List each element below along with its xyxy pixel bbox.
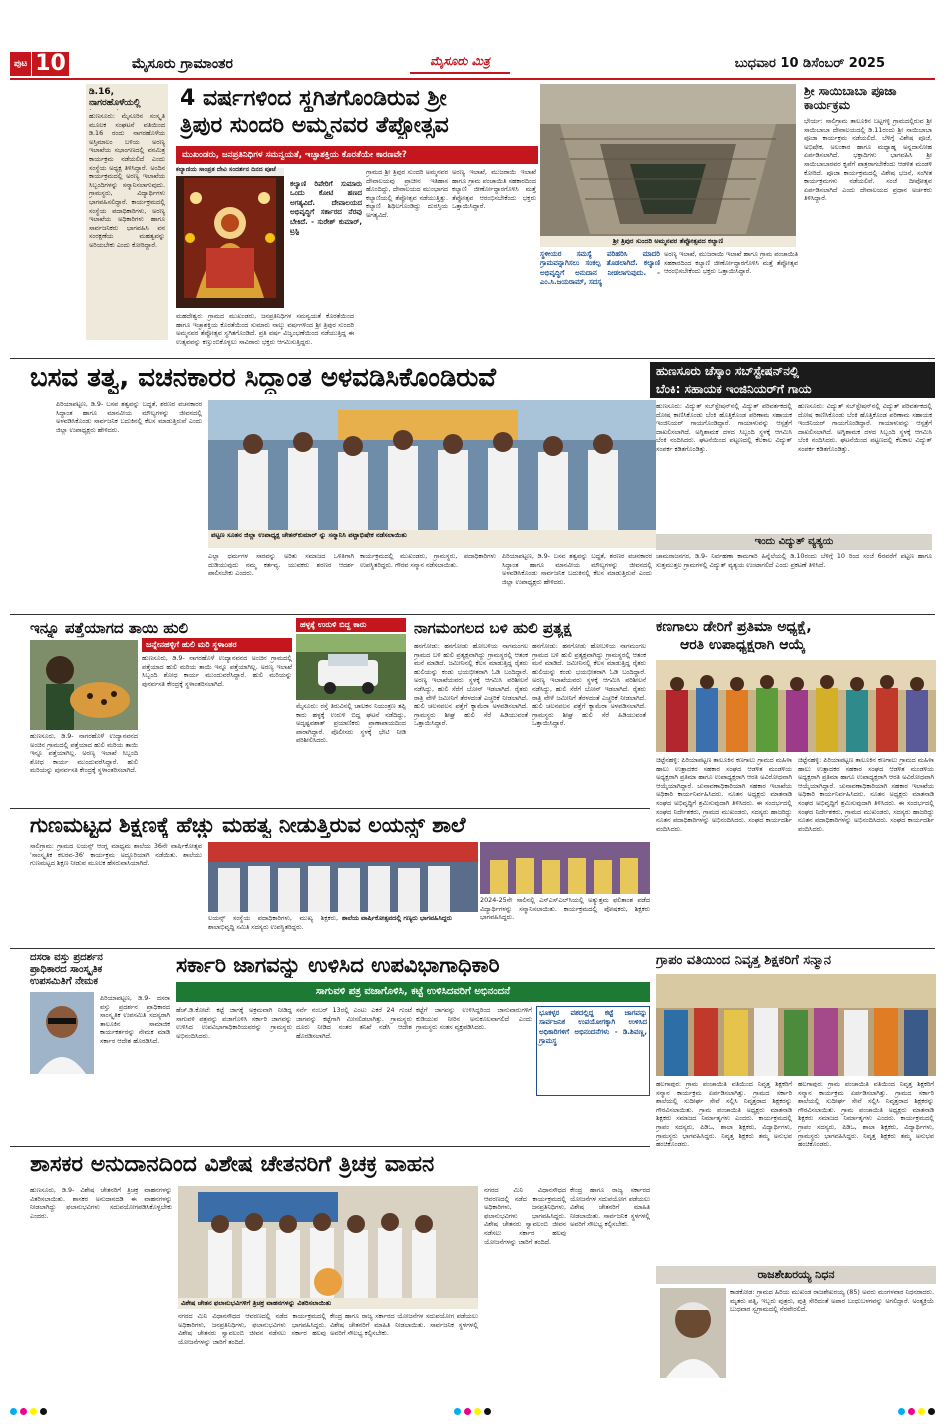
lions-caption: ಶಾಲೆಯ ವಾರ್ಷಿಕೋತ್ಸವದಲ್ಲಿ ಗಣ್ಯರು ಭಾಗವಹಿಸಿದ್ದರು bbox=[342, 914, 452, 922]
headline-tricycle: ಶಾಸಕರ ಅನುದಾನದಿಂದ ವಿಶೇಷ ಚೇತನರಿಗೆ ತ್ರಿಚಕ್ರ ವಾಹನ bbox=[30, 1152, 435, 1177]
deity-photo bbox=[176, 168, 284, 308]
headline-grampanchayat: ಗ್ರಾಪಂ ವತಿಯಿಂದ ನಿವೃತ್ತ ಶಿಕ್ಷಕರಿಗೆ ಸನ್ಮಾನ bbox=[656, 953, 831, 968]
headline-teppotsava-1: 4 ವರ್ಷಗಳಿಂದ ಸ್ಥಗಿತಗೊಂಡಿರುವ ಶ್ರೀ bbox=[180, 86, 447, 111]
headline-nagamangala: ನಾಗಮಂಗಲದ ಬಳಿ ಹುಲಿ ಪ್ರತ್ಯಕ್ಷ bbox=[414, 619, 572, 637]
body-basava-2: ಎಲ್ಲಾ ಧರ್ಮಗಳ ಸಾರವನ್ನು ಅರಿತು ಸಮಾಜದ ಒಳಿತಿಗಾಗಿ ದುಡಿಯುವುದು ನಮ್ಮ ಕರ್ತವ್ಯ. ಯುವಕರು ಶರಣರ ಆದರ್ಶ ಪಾಲಿಸಬೇಕು ಎಂದರು. bbox=[208, 552, 354, 578]
body-subdivision-3: ಕಟ್ಟೆಗೆ ಜಾಗವನ್ನು ಉಳಿಸಿದ್ದರಿಂದ ಜಾನುವಾರುಗಳಿಗೆ ಕುಡಿಯುವ ನೀರಿನ ಅನುಕೂಲವಾಗಲಿದೆ ಎಂದು ಗ್ರಾಮಸ್ಥರು ಸಂತಸ ವ್ಯಕ್ತಪಡಿಸಿದರು. bbox=[416, 1006, 532, 1032]
article-dasara bbox=[30, 952, 170, 1142]
reg-dots-right bbox=[898, 1408, 935, 1416]
grampanchayat-photo bbox=[656, 974, 936, 1076]
divider-row4 bbox=[10, 948, 935, 949]
leopard-photo bbox=[30, 640, 138, 730]
divider-row2 bbox=[10, 614, 935, 615]
basava-photo bbox=[208, 400, 656, 530]
tricycle-caption: ವಿಶೇಷ ಚೇತನ ಫಲಾನುಭವಿಗಳಿಗೆ ತ್ರಿಚಕ್ರ ವಾಹನಗಳನ್ನು ವಿತರಿಸಲಾಯಿತು bbox=[178, 1298, 478, 1309]
body-tricycle-1: ಹುಣಸೂರು, ಡಿ.9- ವಿಶೇಷ ಚೇತನರಿಗೆ ತ್ರಿಚಕ್ರ ವಾಹನಗಳನ್ನು ವಿತರಿಸಲಾಯಿತು. ಶಾಸಕರ ಅನುದಾನದಡಿ ಈ ವಾಹನಗಳನ್ನು ನೀಡಲಾಗಿದ್ದು ಫಲಾನುಭವಿಗಳು ಸದುಪಯೋಗಪಡಿಸಿಕೊಳ್ಳಬೇಕು ಎಂದರು. bbox=[30, 1186, 172, 1220]
kicker-leopard: ಜನ್ನೇನಹಳ್ಳಿಗೆ ಹುಲಿ ಮರಿ ಸ್ಥಳಾಂತರ bbox=[142, 638, 292, 652]
pull-quote-subdivision: ಭೂಕಳ್ಳರ ವಶದಲ್ಲಿದ್ದ ಕಟ್ಟೆ ಜಾಗವನ್ನು ಸಾರ್ವಜನಿಕ ಉಪಯೋಗಕ್ಕಾಗಿ ಉಳಿಸಿದ ಅಧಿಕಾರಿಗಳಿಗೆ ಅಭಿನಂದನೆಗಳು - ಡಿ.ಶಿವಣ್ಣ, ಗ್ರಾಮಸ್ಥ bbox=[536, 1006, 650, 1096]
obituary-title: ರಾಜಶೇಖರಯ್ಯ ನಿಧನ bbox=[656, 1266, 936, 1284]
issue-date: ಬುಧವಾರ 10 ಡಿಸೆಂಬರ್ 2025 bbox=[734, 56, 885, 71]
body-tricycle-4: ನಗರದ ಮಿನಿ ವಿಧಾನಸೌಧದ ಆವರಣದಲ್ಲಿ ನಡೆದ ಕಾರ್ಯಕ್ರಮದಲ್ಲಿ ಅಧಿಕಾರಿಗಳು, ಜನಪ್ರತಿನಿಧಿಗಳು, ಫಲಾನುಭವಿಗಳು ಭಾಗವಹಿಸಿದ್ದರು. ವಿಶೇಷ ಚೇತನರು ಸ್ವಾವಲಂಬಿ ಜೀವನ ನಡೆಸಲು ಸರ್ಕಾರ ಹಲವು ಯೋಜನೆಗಳನ್ನು ಜಾರಿಗೆ ತಂದಿದೆ. bbox=[484, 1186, 566, 1246]
headline-dasara-3: ಉಪಸಮಿತಿಗೆ ನೇಮಕ bbox=[30, 976, 98, 987]
headline-dasara-2: ಪ್ರಾಧಿಕಾರದ ಸಾಂಸ್ಕೃತಿಕ bbox=[30, 964, 103, 975]
pull-quote-teppotsava: ಸ್ಥಳೀಯರ ಸಮಸ್ಯೆ ಪರಿಹರಿಸಿ ಮಾದರಿ ಗ್ರಾಮವನ್ನಾಗಿಸಲು ಸಂಕಲ್ಪ ತೊಡಲಾಗಿದೆ. ಕಲ್ಯಾಣಿ ಅಭಿವೃದ್ಧಿಗೆ ಅನುದಾನ ನೀಡಲಾಗುವುದು. - ಎಂ.ಸಿ.ಜಯರಾಮ್, ಸದಸ್ಯ bbox=[540, 250, 660, 287]
page-number: 10 bbox=[31, 52, 69, 76]
body-chescom-2: ಹುಣಸೂರು: ವಿದ್ಯುತ್ ಸಬ್‌ಸ್ಟೇಷನ್‌ನಲ್ಲಿ ವಿದ್ಯುತ್ ಪರಿವರ್ತಕದಲ್ಲಿ ದೋಷ ಕಾಣಿಸಿಕೊಂಡು ಬೆಂಕಿ ಹೊತ್ತಿಕೊಂಡ ಪರಿಣಾಮ ಸಹಾಯಕ ಇಂಜಿನಿಯರ್ ಗಾಯಗೊಂಡಿದ್ದಾರೆ. ಗಾಯಾಳುವನ್ನು ಆಸ್ಪತ್ರೆಗೆ ದಾಖಲಿಸಲಾಗಿದೆ. ಅಗ್ನಿಶಾಮಕ ದಳದ ಸಿಬ್ಬಂದಿ ಸ್ಥಳಕ್ಕೆ ಆಗಮಿಸಿ ಬೆಂಕಿ ನಂದಿಸಿದರು. ಘಟನೆಯಿಂದ ಪಟ್ಟಣದಲ್ಲಿ ಕೆಲಕಾಲ ವಿದ್ಯುತ್ ಸಂಪರ್ಕ ಕಡಿತಗೊಂಡಿತ್ತು. bbox=[798, 402, 932, 453]
tricycle-photo bbox=[178, 1186, 478, 1298]
headline-chescom-1: ಹುಣಸೂರು ಚೆಸ್ಕಾಂ ಸಬ್‌ಸ್ಟೇಷನ್‌ನಲ್ಲಿ bbox=[650, 362, 935, 380]
power-cut-title: ಇಂದು ವಿದ್ಯುತ್ ವ್ಯತ್ಯಯ bbox=[656, 534, 932, 550]
page-badge bbox=[10, 52, 128, 76]
body-tricycle-5: ಕೇಂದ್ರ ಹಾಗೂ ರಾಜ್ಯ ಸರ್ಕಾರದ ಯೋಜನೆಗಳ ಸದುಪಯೋಗ ಪಡೆಯಲು ವಿಶೇಷ ಚೇತನರಿಗೆ ಮಾಹಿತಿ ನೀಡಲಾಯಿತು. ಸಾರ್ವಜನಿಕ ಸ್ಥಳಗಳಲ್ಲಿ ಅವರಿಗೆ ಸೌಲಭ್ಯ ಕಲ್ಪಿಸಬೇಕು. bbox=[570, 1186, 650, 1229]
body-grampanchayat-2: ಹಲಗಾಪುರ: ಗ್ರಾಮ ಪಂಚಾಯಿತಿ ವತಿಯಿಂದ ನಿವೃತ್ತ ಶಿಕ್ಷಕರಿಗೆ ಸನ್ಮಾನ ಕಾರ್ಯಕ್ರಮ ಏರ್ಪಡಿಸಲಾಗಿತ್ತು. ಗ್ರಾಮದ ಸರ್ಕಾರಿ ಶಾಲೆಯಲ್ಲಿ ಸುದೀರ್ಘ ಸೇವೆ ಸಲ್ಲಿಸಿ ನಿವೃತ್ತರಾದ ಶಿಕ್ಷಕರನ್ನು ಗೌರವಿಸಲಾಯಿತು. ಗ್ರಾಮ ಪಂಚಾಯಿತಿ ಅಧ್ಯಕ್ಷರು ಮಾತನಾಡಿ ಶಿಕ್ಷಕರು ಸಮಾಜದ ನಿರ್ಮಾತೃಗಳು ಎಂದರು. ಕಾರ್ಯಕ್ರಮದಲ್ಲಿ ಗ್ರಾಪಂ ಸದಸ್ಯರು, ಪಿಡಿಒ, ಶಾಲಾ ಶಿಕ್ಷಕರು, ವಿದ್ಯಾರ್ಥಿಗಳು, ಗ್ರಾಮಸ್ಥರು ಭಾಗವಹಿಸಿದ್ದರು. ನಿವೃತ್ತ ಶಿಕ್ಷಕರು ತಮ್ಮ ಅನುಭವ ಹಂಚಿಕೊಂಡರು. bbox=[798, 1080, 934, 1149]
body-dasara: ಪಿರಿಯಾಪಟ್ಟಣ, ಡಿ.9- ದಸರಾ ವಸ್ತು ಪ್ರದರ್ಶನ ಪ್ರಾಧಿಕಾರದ ಸಾಂಸ್ಕೃತಿಕ ಉಪಸಮಿತಿ ಸದಸ್ಯರಾಗಿ ತಾಲೂಕಿನ ಸಾಮಾಜಿಕ ಕಾರ್ಯಕರ್ತರನ್ನು ನೇಮಕ ಮಾಡಿ ಸರ್ಕಾರ ಆದೇಶ ಹೊರಡಿಸಿದೆ. bbox=[100, 994, 170, 1045]
kicker-car: ಹಳ್ಳಕ್ಕೆ ಉರುಳಿ ಬಿದ್ದ ಕಾರು bbox=[296, 618, 406, 632]
body-tricycle-3: ಕೇಂದ್ರ ಹಾಗೂ ರಾಜ್ಯ ಸರ್ಕಾರದ ಯೋಜನೆಗಳ ಸದುಪಯೋಗ ಪಡೆಯಲು ವಿಶೇಷ ಚೇತನರಿಗೆ ಮಾಹಿತಿ ನೀಡಲಾಯಿತು. ಸಾರ್ವಜನಿಕ ಸ್ಥಳಗಳಲ್ಲಿ ಅವರಿಗೆ ಸೌಲಭ್ಯ ಕಲ್ಪಿಸಬೇಕು. bbox=[330, 1312, 478, 1338]
basava-caption: ಪಟ್ಟಣ ಸೂತನ ಜಿಲ್ಲಾ ಉಪಾಧ್ಯಕ್ಷ ಚೇತನ್‌ಕುಮಾರ್ ನ್ನು ಸನ್ಮಾನಿಸಿ ಪಟ್ಟಾಭಿಷೇಕ ನಡೆಸಲಾಯಿತು bbox=[208, 530, 656, 548]
body-lions-2: 2024-25ನೇ ಸಾಲಿನಲ್ಲಿ ಎಸ್‌ಎಸ್‌ಎಲ್‌ಸಿಯಲ್ಲಿ ಅತ್ಯುತ್ತಮ ಫಲಿತಾಂಶ ಪಡೆದ ವಿದ್ಯಾರ್ಥಿಗಳನ್ನು ಸನ್ಮಾನಿಸಲಾಯಿತು. ಕಾರ್ಯಕ್ರಮದಲ್ಲಿ ಪೋಷಕರು, ಶಿಕ್ಷಕರು ಭಾಗವಹಿಸಿದ್ದರು. bbox=[480, 896, 650, 922]
car-photo bbox=[296, 634, 406, 700]
kalyani-caption: ಶ್ರೀ ತ್ರಿಪುರ ಸುಂದರಿ ಅಮ್ಮನವರ ತೆಪ್ಪೋತ್ಸವದ ಕಲ್ಯಾಣಿ bbox=[540, 236, 796, 247]
body-lions-1: ಸಾಲಿಗ್ರಾಮ: ಗ್ರಾಮದ ಲಯನ್ಸ್ ಆಂಗ್ಲ ಮಾಧ್ಯಮ ಶಾಲೆಯ 36ನೇ ವಾರ್ಷಿಕೋತ್ಸವ 'ಸಾಂಸ್ಕೃತಿಕ ಕಲರವ-36' ಕಾರ್ಯಕ್ರಮ ಅದ್ದೂರಿಯಾಗಿ ನಡೆಯಿತು. ಶಾಲೆಯು ಗುಣಮಟ್ಟದ ಶಿಕ್ಷಣ ನೀಡುವ ಮೂಲಕ ಹೆಸರುವಾಸಿಯಾಗಿದೆ. bbox=[30, 842, 202, 868]
reg-dots-center bbox=[454, 1408, 491, 1416]
body-teppotsava-1: ಮಹದೇಶ್ವರ: ಗ್ರಾಮದ ಮುಖಂಡರು, ಜನಪ್ರತಿನಿಧಿಗಳ ಸಮನ್ವಯತೆ ಕೊರತೆಯಿಂದ ಹಾಗೂ ಇಚ್ಛಾಶಕ್ತಿಯ ಕೊರತೆಯಿಂದ ಸುಮಾರು ನಾಲ್ಕು ವರ್ಷಗಳಿಂದ ಶ್ರೀ ತ್ರಿಪುರ ಸುಂದರಿ ಅಮ್ಮನವರ ತೆಪ್ಪೋತ್ಸವ ಸ್ಥಗಿತಗೊಂಡಿದೆ. ಪ್ರತಿ ವರ್ಷ ವಿಜೃಂಭಣೆಯಿಂದ ನಡೆಯುತ್ತಿದ್ದ ಈ ಉತ್ಸವವನ್ನು ಕಣ್ತುಂಬಿಕೊಳ್ಳಲು ಸಾವಿರಾರು ಭಕ್ತರು ಆಗಮಿಸುತ್ತಿದ್ದರು. bbox=[176, 312, 354, 346]
quote-teppotsava: ಕಲ್ಯಾಣಿ ರಿಪೇರಿಗೆ ಸುಮಾರು ಒಂದು ಕೋಟಿ ಹಣದ ಅಗತ್ಯವಿದೆ. ದೇವಾಲಯದ ಅಭಿವೃದ್ಧಿಗೆ ಸರ್ಕಾರದ ನೆರವು ಬೇಕಿದೆ. - ಸುರೇಶ್ ಕುಮಾರ್, ಟ್ರಸ್ಟಿ bbox=[290, 180, 362, 236]
body-tricycle-2: ನಗರದ ಮಿನಿ ವಿಧಾನಸೌಧದ ಆವರಣದಲ್ಲಿ ನಡೆದ ಕಾರ್ಯಕ್ರಮದಲ್ಲಿ ಅಧಿಕಾರಿಗಳು, ಜನಪ್ರತಿನಿಧಿಗಳು, ಫಲಾನುಭವಿಗಳು ಭಾಗವಹಿಸಿದ್ದರು. ವಿಶೇಷ ಚೇತನರು ಸ್ವಾವಲಂಬಿ ಜೀವನ ನಡೆಸಲು ಸರ್ಕಾರ ಹಲವು ಯೋಜನೆಗಳನ್ನು ಜಾರಿಗೆ ತಂದಿದೆ. bbox=[178, 1312, 326, 1346]
print-registration-marks bbox=[10, 1408, 935, 1416]
headline-kanagalu-2: ಆರತಿ ಉಪಾಧ್ಯಕ್ಷರಾಗಿ ಆಯ್ಕೆ bbox=[680, 637, 806, 653]
headline-leopard: ಇನ್ನೂ ಪತ್ತೆಯಾಗದ ತಾಯಿ ಹುಲಿ bbox=[30, 619, 189, 637]
header-rule bbox=[10, 78, 935, 80]
headline-kanagalu-1: ಕಣಗಾಲು ಡೇರಿಗೆ ಪ್ರತಿಮಾ ಅಧ್ಯಕ್ಷೆ, bbox=[656, 619, 812, 635]
kicker-teppotsava: ಮುಖಂಡರು, ಜನಪ್ರತಿನಿಧಿಗಳ ಸಮನ್ವಯತೆ, ಇಚ್ಛಾಶಕ್ತಿಯ ಕೊರತೆಯೇ ಕಾರಣವೇ? bbox=[176, 146, 538, 164]
body-chescom-1: ಹುಣಸೂರು: ವಿದ್ಯುತ್ ಸಬ್‌ಸ್ಟೇಷನ್‌ನಲ್ಲಿ ವಿದ್ಯುತ್ ಪರಿವರ್ತಕದಲ್ಲಿ ದೋಷ ಕಾಣಿಸಿಕೊಂಡು ಬೆಂಕಿ ಹೊತ್ತಿಕೊಂಡ ಪರಿಣಾಮ ಸಹಾಯಕ ಇಂಜಿನಿಯರ್ ಗಾಯಗೊಂಡಿದ್ದಾರೆ. ಗಾಯಾಳುವನ್ನು ಆಸ್ಪತ್ರೆಗೆ ದಾಖಲಿಸಲಾಗಿದೆ. ಅಗ್ನಿಶಾಮಕ ದಳದ ಸಿಬ್ಬಂದಿ ಸ್ಥಳಕ್ಕೆ ಆಗಮಿಸಿ ಬೆಂಕಿ ನಂದಿಸಿದರು. ಘಟನೆಯಿಂದ ಪಟ್ಟಣದಲ್ಲಿ ಕೆಲಕಾಲ ವಿದ್ಯುತ್ ಸಂಪರ್ಕ ಕಡಿತಗೊಂಡಿತ್ತು. bbox=[656, 402, 792, 453]
body-subdivision-2: ಸರ್ವೆ ನಂಬರ್ 13ರಲ್ಲಿ ಎಂಟು ಎಕರೆ 24 ಗುಂಟೆ ಜಾಗವನ್ನು ಕಟ್ಟೆಗಾಗಿ ಮೀಸಲಿಡಲಾಗಿತ್ತು. ಗ್ರಾಮಸ್ಥರು ದೂರು ನೀಡಿದ ನಂತರ ತನಿಖೆ ನಡೆಸಿ ಆದೇಶ ಹೊರಡಿಸಲಾಗಿದೆ. bbox=[296, 1006, 412, 1040]
body-basava-4: ಪಿರಿಯಾಪಟ್ಟಣ, ಡಿ.9- ಬಸವ ತತ್ವವನ್ನು ಬದ್ಧತೆ, ಶರಣರ ವಚನಕಾರರ ಸಿದ್ಧಾಂತ ಹಾಗೂ ಮಾನವೀಯ ಮೌಲ್ಯಗಳನ್ನು ಜೀವನದಲ್ಲಿ ಅಳವಡಿಸಿಕೊಂಡು ಸಾರ್ವಜನಿಕ ಬದುಕಿನಲ್ಲಿ ಕೆಲಸ ಮಾಡುತ್ತಿರುವೆ ಎಂದು ಜಿಲ್ಲಾ ಉಪಾಧ್ಯಕ್ಷರು ಹೇಳಿದರು. bbox=[502, 552, 652, 586]
headline-vanamitra: ಡಿ.16, ನಾಗರಹೊಳೆಯಲ್ಲಿ bbox=[89, 87, 141, 108]
headline-lions: ಗುಣಮಟ್ಟದ ಶಿಕ್ಷಣಕ್ಕೆ ಹೆಚ್ಚು ಮಹತ್ವ ನೀಡುತ್ತಿರುವ ಲಯನ್ಸ್ ಶಾಲೆ bbox=[30, 813, 466, 837]
article-vanamitra bbox=[86, 84, 168, 340]
section-title: ಮೈಸೂರು ಗ್ರಾಮಾಂತರ bbox=[132, 56, 233, 72]
power-cut-body: ಚಾಮರಾಜನಗರ, ಡಿ.9- ನಿರ್ವಹಣಾ ಕಾಮಗಾರಿ ಹಿನ್ನೆಲೆಯಲ್ಲಿ ಡಿ.10ರಂದು ಬೆಳಿಗ್ಗೆ 10 ರಿಂದ ಸಂಜೆ 6ರವರೆಗೆ ಪಟ್ಟಣ ಹಾಗೂ ಸುತ್ತಮುತ್ತಲ ಗ್ರಾಮಗಳಲ್ಲಿ ವಿದ್ಯುತ್ ವ್ಯತ್ಯಯ ಉಂಟಾಗಲಿದೆ ಎಂದು ಪ್ರಕಟಣೆ ತಿಳಿಸಿದೆ. bbox=[656, 552, 932, 569]
article-saibaba bbox=[804, 84, 932, 356]
body-car: ಮೈಸೂರು: ರಸ್ತೆ ತಿರುವಿನಲ್ಲಿ ಚಾಲಕನ ನಿಯಂತ್ರಣ ತಪ್ಪಿ ಕಾರು ಹಳ್ಳಕ್ಕೆ ಉರುಳಿ ಬಿದ್ದ ಘಟನೆ ನಡೆದಿದ್ದು, ಅದೃಷ್ಟವಶಾತ್ ಪ್ರಯಾಣಿಕರು ಪ್ರಾಣಾಪಾಯದಿಂದ ಪಾರಾಗಿದ್ದಾರೆ. ಪೊಲೀಸರು ಸ್ಥಳಕ್ಕೆ ಭೇಟಿ ನೀಡಿ ಪರಿಶೀಲಿಸಿದರು. bbox=[296, 702, 406, 745]
body-teppotsava-4: ಅರಣ್ಯ ಇಲಾಖೆ, ಮುಜರಾಯಿ ಇಲಾಖೆ ಹಾಗೂ ಗ್ರಾಮ ಪಂಚಾಯಿತಿ ಸಹಕಾರದಿಂದ ಕಲ್ಯಾಣಿ ಜೀರ್ಣೋದ್ಧಾರಗೊಳಿಸಿ ಮತ್ತೆ ತೆಪ್ಪೋತ್ಸವ ಆರಂಭಿಸಬೇಕೆಂದು ಭಕ್ತರು ಒತ್ತಾಯಿಸಿದ್ದಾರೆ. bbox=[664, 250, 798, 276]
dasara-portrait bbox=[30, 992, 94, 1074]
body-kanagalu-1: ಚಿಟ್ಟೆನಹಳ್ಳಿ: ಪಿರಿಯಾಪಟ್ಟಣ ತಾಲೂಕಿನ ಕಣಗಾಲು ಗ್ರಾಮದ ಮಹಿಳಾ ಹಾಲು ಉತ್ಪಾದಕರ ಸಹಕಾರ ಸಂಘದ ಆಡಳಿತ ಮಂಡಳಿಯ ಅಧ್ಯಕ್ಷರಾಗಿ ಪ್ರತಿಮಾ ಹಾಗೂ ಉಪಾಧ್ಯಕ್ಷರಾಗಿ ಆರತಿ ಅವಿರೋಧವಾಗಿ ಆಯ್ಕೆಯಾಗಿದ್ದಾರೆ. ಚುನಾವಣಾಧಿಕಾರಿಯಾಗಿ ಸಹಕಾರ ಇಲಾಖೆಯ ಅಧಿಕಾರಿ ಕಾರ್ಯನಿರ್ವಹಿಸಿದರು. ನೂತನ ಅಧ್ಯಕ್ಷರು ಮಾತನಾಡಿ ಸಂಘದ ಅಭಿವೃದ್ಧಿಗೆ ಶ್ರಮಿಸುವುದಾಗಿ ತಿಳಿಸಿದರು. ಈ ಸಂದರ್ಭದಲ್ಲಿ ಸಂಘದ ನಿರ್ದೇಶಕರು, ಗ್ರಾಮದ ಮುಖಂಡರು, ಸದಸ್ಯರು ಹಾಜರಿದ್ದು ನೂತನ ಪದಾಧಿಕಾರಿಗಳನ್ನು ಅಭಿನಂದಿಸಿದರು. ಸಂಘದ ಕಾರ್ಯದರ್ಶಿ ವಂದಿಸಿದರು. bbox=[656, 756, 792, 833]
body-vanamitra: ಹುಣಸೂರು: ಮೈಸೂರಿನ ಸಂಸ್ಕೃತಿ ಮೂಲಕ ಸಂಘಟನೆ ವತಿಯಿಂದ ಡಿ.16 ರಂದು ನಾಗರಹೊಳೆಯ ಅಸ್ತಿಮಾಲಂ ಬಳಿಯ ಅರಣ್ಯ ಇಲಾಖೆಯ ಸಭಾಂಗಣದಲ್ಲಿ ವನಮಿತ್ರ ಕಾರ್ಯಕ್ರಮ ನಡೆಯಲಿದೆ ಎಂದು ಸಂಸ್ಥೆಯ ಅಧ್ಯಕ್ಷ ತಿಳಿಸಿದ್ದಾರೆ. ಅಂದಿನ ಕಾರ್ಯಕ್ರಮದಲ್ಲಿ ಅರಣ್ಯ ಇಲಾಖೆಯ ಸಿಬ್ಬಂದಿಗಳನ್ನು ಸನ್ಮಾನಿಸಲಾಗುವುದು. ಗ್ರಾಮಸ್ಥರು, ವಿದ್ಯಾರ್ಥಿಗಳು ಭಾಗವಹಿಸಲಿದ್ದಾರೆ. ಕಾರ್ಯಕ್ರಮದಲ್ಲಿ ಸಂಸ್ಥೆಯ ಪದಾಧಿಕಾರಿಗಳು, ಅರಣ್ಯ ಇಲಾಖೆಯ ಅಧಿಕಾರಿಗಳು ಹಾಗೂ ಸಾರ್ವಜನಿಕರು ಭಾಗವಹಿಸಿ ವನ ಸಂರಕ್ಷಣೆಯ ಮಹತ್ವವನ್ನು ಅರಿಯಬೇಕು ಎಂದು ಕೋರಿದ್ದಾರೆ. bbox=[89, 112, 165, 249]
lions-photo-2 bbox=[480, 842, 650, 894]
body-teppotsava-2: ಗ್ರಾಮದ ಶ್ರೀ ತ್ರಿಪುರ ಸುಂದರಿ ಅಮ್ಮನವರ ದೇವಾಲಯವು ಪ್ರಾಚೀನ ಇತಿಹಾಸ ಹೊಂದಿದ್ದು, ದೇವಾಲಯದ ಮುಂಭಾಗದ ಕಲ್ಯಾಣಿಯಲ್ಲಿ ತೆಪ್ಪೋತ್ಸವ ನಡೆಯುತ್ತಿತ್ತು. ಕಲ್ಯಾಣಿ ಶಿಥಿಲಗೊಂಡಿದ್ದು ದುರಸ್ತಿಯ ಅಗತ್ಯವಿದೆ. bbox=[366, 168, 448, 219]
body-nagamangala-2: ಹನಗೋಡು: ಹನಗೋಡು ಹೋಬಳಿಯ ನಾಗಮಂಗಲ ಗ್ರಾಮದ ಬಳಿ ಹುಲಿ ಪ್ರತ್ಯಕ್ಷವಾಗಿದ್ದು ಗ್ರಾಮಸ್ಥರಲ್ಲಿ ಆತಂಕ ಮನೆ ಮಾಡಿದೆ. ಜಮೀನಿನಲ್ಲಿ ಕೆಲಸ ಮಾಡುತ್ತಿದ್ದ ರೈತರು ಹುಲಿಯನ್ನು ಕಂಡು ಭಯಭೀತರಾಗಿ ಓಡಿ ಬಂದಿದ್ದಾರೆ. ಅರಣ್ಯ ಇಲಾಖೆಯವರು ಸ್ಥಳಕ್ಕೆ ಆಗಮಿಸಿ ಪರಿಶೀಲನೆ ನಡೆಸಿದ್ದು, ಹುಲಿ ಸೆರೆಗೆ ಬೋನ್ ಇಡಲಾಗಿದೆ. ರೈತರು ರಾತ್ರಿ ವೇಳೆ ಜಮೀನಿಗೆ ತೆರಳದಂತೆ ಎಚ್ಚರಿಕೆ ನೀಡಲಾಗಿದೆ. ಹುಲಿ ಚಲನವಲನ ಪತ್ತೆಗೆ ಕ್ಯಾಮೆರಾ ಅಳವಡಿಸಲಾಗಿದೆ. ಗ್ರಾಮಸ್ಥರು ಶೀಘ್ರ ಹುಲಿ ಸೆರೆ ಹಿಡಿಯುವಂತೆ ಒತ್ತಾಯಿಸಿದ್ದಾರೆ. bbox=[532, 642, 646, 728]
body-saibaba: ಭೇರ್ಯ: ಸಾಲಿಗ್ರಾಮ ತಾಲೂಕಿನ ಬಟ್ಟಗಳ್ಳಿ ಗ್ರಾಮದಲ್ಲಿರುವ ಶ್ರೀ ಸಾಯಿಬಾಬಾ ದೇವಾಲಯದಲ್ಲಿ ಡಿ.11ರಂದು ಶ್ರೀ ಸಾಯಿಬಾಬಾ ಪೂಜಾ ಕಾರ್ಯಕ್ರಮ ನಡೆಯಲಿದೆ. ಬೆಳಿಗ್ಗೆ ವಿಶೇಷ ಪೂಜೆ, ಅಭಿಷೇಕ, ಅಲಂಕಾರ ಹಾಗೂ ಮಧ್ಯಾಹ್ನ ಅನ್ನದಾಸೋಹ ಏರ್ಪಡಿಸಲಾಗಿದೆ. ಭಕ್ತಾದಿಗಳು ಭಾಗವಹಿಸಿ ಶ್ರೀ ಸಾಯಿಬಾಬಾರವರ ಕೃಪೆಗೆ ಪಾತ್ರರಾಗಬೇಕೆಂದು ಆಡಳಿತ ಮಂಡಳಿ ಕೋರಿದೆ. ಪೂಜಾ ಕಾರ್ಯಕ್ರಮದಲ್ಲಿ ವಿಶೇಷ ಭಜನೆ, ಸಂಗೀತ ಕಾರ್ಯಕ್ರಮಗಳು ನಡೆಯಲಿವೆ. ಸಂಜೆ ದೀಪೋತ್ಸವ ಏರ್ಪಡಿಸಲಾಗಿದೆ ಎಂದು ದೇವಾಲಯದ ಪ್ರಧಾನ ಅರ್ಚಕರು ತಿಳಿಸಿದ್ದಾರೆ. bbox=[804, 117, 932, 203]
body-subdivision-1: ಹೆಚ್.ಡಿ.ಕೋಟೆ: ಕಟ್ಟೆ ಜಾಗಕ್ಕೆ ಅಕ್ರಮವಾಗಿ ನೀಡಿದ್ದ ಸಾಗುವಳಿ ಪತ್ರವನ್ನು ವಜಾಗೊಳಿಸಿ ಸರ್ಕಾರಿ ಜಾಗವನ್ನು ಉಳಿಸಿದ ಉಪವಿಭಾಗಾಧಿಕಾರಿಯವರನ್ನು ಗ್ರಾಮಸ್ಥರು ಅಭಿನಂದಿಸಿದರು. bbox=[176, 1006, 292, 1040]
headline-chescom-2: ಬೆಂಕಿ: ಸಹಾಯಕ ಇಂಜಿನಿಯರ್‌ಗೆ ಗಾಯ bbox=[650, 380, 935, 398]
obituary-portrait bbox=[660, 1288, 726, 1378]
headline-dasara-1: ದಸರಾ ವಸ್ತು ಪ್ರದರ್ಶನ bbox=[30, 952, 103, 963]
body-grampanchayat-1: ಹಲಗಾಪುರ: ಗ್ರಾಮ ಪಂಚಾಯಿತಿ ವತಿಯಿಂದ ನಿವೃತ್ತ ಶಿಕ್ಷಕರಿಗೆ ಸನ್ಮಾನ ಕಾರ್ಯಕ್ರಮ ಏರ್ಪಡಿಸಲಾಗಿತ್ತು. ಗ್ರಾಮದ ಸರ್ಕಾರಿ ಶಾಲೆಯಲ್ಲಿ ಸುದೀರ್ಘ ಸೇವೆ ಸಲ್ಲಿಸಿ ನಿವೃತ್ತರಾದ ಶಿಕ್ಷಕರನ್ನು ಗೌರವಿಸಲಾಯಿತು. ಗ್ರಾಮ ಪಂಚಾಯಿತಿ ಅಧ್ಯಕ್ಷರು ಮಾತನಾಡಿ ಶಿಕ್ಷಕರು ಸಮಾಜದ ನಿರ್ಮಾತೃಗಳು ಎಂದರು. ಕಾರ್ಯಕ್ರಮದಲ್ಲಿ ಗ್ರಾಪಂ ಸದಸ್ಯರು, ಪಿಡಿಒ, ಶಾಲಾ ಶಿಕ್ಷಕರು, ವಿದ್ಯಾರ್ಥಿಗಳು, ಗ್ರಾಮಸ್ಥರು ಭಾಗವಹಿಸಿದ್ದರು. ನಿವೃತ್ತ ಶಿಕ್ಷಕರು ತಮ್ಮ ಅನುಭವ ಹಂಚಿಕೊಂಡರು. bbox=[656, 1080, 792, 1149]
reg-dots-left bbox=[10, 1408, 47, 1416]
headline-basava: ಬಸವ ತತ್ವ, ವಚನಕಾರರ ಸಿದ್ಧಾಂತ ಅಳವಡಿಸಿಕೊಂಡಿರುವೆ bbox=[30, 363, 496, 393]
divider-row5 bbox=[10, 1146, 650, 1147]
obituary-body: ಕಾಡಕೋಡ: ಗ್ರಾಮದ ಹಿರಿಯ ಮುಖಂಡ ರಾಜಶೇಖರಯ್ಯ (85) ಅವರು ಮಂಗಳವಾರ ನಿಧನರಾದರು. ಮೃತರು ಪತ್ನಿ, ಇಬ್ಬರು ಪುತ್ರರು, ಪುತ್ರಿ ಸೇರಿದಂತೆ ಅಪಾರ ಬಂಧುಬಳಗವನ್ನು ಅಗಲಿದ್ದಾರೆ. ಅಂತ್ಯಕ್ರಿಯೆ ಬುಧವಾರ ಸ್ವಗ್ರಾಮದಲ್ಲಿ ನೆರವೇರಲಿದೆ. bbox=[730, 1288, 934, 1314]
page-label: ಪುಟ bbox=[10, 52, 31, 76]
deity-caption: ಕಲ್ಯಾಣಿಯ ಸಾಂಪ್ರತ ದೇವಿ ಸಂದರ್ಶನ ದಿನದ ಪೂಜೆ bbox=[176, 166, 538, 176]
kicker-subdivision: ಸಾಗುವಳಿ ಪತ್ರ ವಜಾಗೊಳಿಸಿ, ಕಟ್ಟೆ ಉಳಿಸಿದವರಿಗೆ ಅಭಿನಂದನೆ bbox=[176, 982, 650, 1002]
divider-row1 bbox=[10, 358, 935, 359]
body-lions-3: ಲಯನ್ಸ್ ಸಂಸ್ಥೆಯ ಪದಾಧಿಕಾರಿಗಳು, ಮುಖ್ಯ ಶಿಕ್ಷಕರು, ಶಾಲಾಭಿವೃದ್ಧಿ ಸಮಿತಿ ಸದಸ್ಯರು ಉಪಸ್ಥಿತರಿದ್ದರು. bbox=[208, 914, 338, 931]
body-teppotsava-3: ಅರಣ್ಯ ಇಲಾಖೆ, ಮುಜರಾಯಿ ಇಲಾಖೆ ಹಾಗೂ ಗ್ರಾಮ ಪಂಚಾಯಿತಿ ಸಹಕಾರದಿಂದ ಕಲ್ಯಾಣಿ ಜೀರ್ಣೋದ್ಧಾರಗೊಳಿಸಿ ಮತ್ತೆ ತೆಪ್ಪೋತ್ಸವ ಆರಂಭಿಸಬೇಕೆಂದು ಭಕ್ತರು ಒತ್ತಾಯಿಸಿದ್ದಾರೆ. bbox=[452, 168, 536, 211]
body-leopard: ಹುಣಸೂರು, ಡಿ.9- ನಾಗರಹೊಳೆ ಉದ್ಯಾನವನದ ಅಂಚಿನ ಗ್ರಾಮದಲ್ಲಿ ಪತ್ತೆಯಾದ ಹುಲಿ ಮರಿಯ ತಾಯಿ ಇನ್ನೂ ಪತ್ತೆಯಾಗಿಲ್ಲ. ಅರಣ್ಯ ಇಲಾಖೆ ಸಿಬ್ಬಂದಿ ಶೋಧ ಕಾರ್ಯ ಮುಂದುವರೆಸಿದ್ದಾರೆ. ಹುಲಿ ಮರಿಯನ್ನು ಪುನರ್ವಸತಿ ಕೇಂದ್ರಕ್ಕೆ ಸ್ಥಳಾಂತರಿಸಲಾಗಿದೆ. bbox=[142, 654, 292, 688]
divider-row3 bbox=[10, 808, 650, 809]
lions-photo bbox=[208, 842, 478, 912]
body-basava-1: ಪಿರಿಯಾಪಟ್ಟಣ, ಡಿ.9- ಬಸವ ತತ್ವವನ್ನು ಬದ್ಧತೆ, ಶರಣರ ವಚನಕಾರರ ಸಿದ್ಧಾಂತ ಹಾಗೂ ಮಾನವೀಯ ಮೌಲ್ಯಗಳನ್ನು ಜೀವನದಲ್ಲಿ ಅಳವಡಿಸಿಕೊಂಡು ಸಾರ್ವಜನಿಕ ಬದುಕಿನಲ್ಲಿ ಕೆಲಸ ಮಾಡುತ್ತಿರುವೆ ಎಂದು ಜಿಲ್ಲಾ ಉಪಾಧ್ಯಕ್ಷರು ಹೇಳಿದರು. bbox=[56, 400, 202, 434]
headline-saibaba: ಶ್ರೀ ಸಾಯಿಬಾಬಾ ಪೂಜಾ ಕಾರ್ಯಕ್ರಮ bbox=[804, 84, 897, 112]
headline-subdivision: ಸರ್ಕಾರಿ ಜಾಗವನ್ನು ಉಳಿಸಿದ ಉಪವಿಭಾಗಾಧಿಕಾರಿ bbox=[176, 953, 500, 977]
kanagalu-photo bbox=[656, 660, 936, 752]
headline-teppotsava-2: ತ್ರಿಪುರ ಸುಂದರಿ ಅಮ್ಮನವರ ತೆಪ್ಪೋತ್ಸವ bbox=[180, 113, 449, 138]
kalyani-photo bbox=[540, 84, 796, 246]
body-leopard-2: ಹುಣಸೂರು, ಡಿ.9- ನಾಗರಹೊಳೆ ಉದ್ಯಾನವನದ ಅಂಚಿನ ಗ್ರಾಮದಲ್ಲಿ ಪತ್ತೆಯಾದ ಹುಲಿ ಮರಿಯ ತಾಯಿ ಇನ್ನೂ ಪತ್ತೆಯಾಗಿಲ್ಲ. ಅರಣ್ಯ ಇಲಾಖೆ ಸಿಬ್ಬಂದಿ ಶೋಧ ಕಾರ್ಯ ಮುಂದುವರೆಸಿದ್ದಾರೆ. ಹುಲಿ ಮರಿಯನ್ನು ಪುನರ್ವಸತಿ ಕೇಂದ್ರಕ್ಕೆ ಸ್ಥಳಾಂತರಿಸಲಾಗಿದೆ. bbox=[30, 732, 138, 775]
body-nagamangala-1: ಹನಗೋಡು: ಹನಗೋಡು ಹೋಬಳಿಯ ನಾಗಮಂಗಲ ಗ್ರಾಮದ ಬಳಿ ಹುಲಿ ಪ್ರತ್ಯಕ್ಷವಾಗಿದ್ದು ಗ್ರಾಮಸ್ಥರಲ್ಲಿ ಆತಂಕ ಮನೆ ಮಾಡಿದೆ. ಜಮೀನಿನಲ್ಲಿ ಕೆಲಸ ಮಾಡುತ್ತಿದ್ದ ರೈತರು ಹುಲಿಯನ್ನು ಕಂಡು ಭಯಭೀತರಾಗಿ ಓಡಿ ಬಂದಿದ್ದಾರೆ. ಅರಣ್ಯ ಇಲಾಖೆಯವರು ಸ್ಥಳಕ್ಕೆ ಆಗಮಿಸಿ ಪರಿಶೀಲನೆ ನಡೆಸಿದ್ದು, ಹುಲಿ ಸೆರೆಗೆ ಬೋನ್ ಇಡಲಾಗಿದೆ. ರೈತರು ರಾತ್ರಿ ವೇಳೆ ಜಮೀನಿಗೆ ತೆರಳದಂತೆ ಎಚ್ಚರಿಕೆ ನೀಡಲಾಗಿದೆ. ಹುಲಿ ಚಲನವಲನ ಪತ್ತೆಗೆ ಕ್ಯಾಮೆರಾ ಅಳವಡಿಸಲಾಗಿದೆ. ಗ್ರಾಮಸ್ಥರು ಶೀಘ್ರ ಹುಲಿ ಸೆರೆ ಹಿಡಿಯುವಂತೆ ಒತ್ತಾಯಿಸಿದ್ದಾರೆ. bbox=[414, 642, 528, 728]
masthead-logo: ಮೈಸೂರು ಮಿತ್ರ bbox=[410, 54, 510, 74]
body-kanagalu-2: ಚಿಟ್ಟೆನಹಳ್ಳಿ: ಪಿರಿಯಾಪಟ್ಟಣ ತಾಲೂಕಿನ ಕಣಗಾಲು ಗ್ರಾಮದ ಮಹಿಳಾ ಹಾಲು ಉತ್ಪಾದಕರ ಸಹಕಾರ ಸಂಘದ ಆಡಳಿತ ಮಂಡಳಿಯ ಅಧ್ಯಕ್ಷರಾಗಿ ಪ್ರತಿಮಾ ಹಾಗೂ ಉಪಾಧ್ಯಕ್ಷರಾಗಿ ಆರತಿ ಅವಿರೋಧವಾಗಿ ಆಯ್ಕೆಯಾಗಿದ್ದಾರೆ. ಚುನಾವಣಾಧಿಕಾರಿಯಾಗಿ ಸಹಕಾರ ಇಲಾಖೆಯ ಅಧಿಕಾರಿ ಕಾರ್ಯನಿರ್ವಹಿಸಿದರು. ನೂತನ ಅಧ್ಯಕ್ಷರು ಮಾತನಾಡಿ ಸಂಘದ ಅಭಿವೃದ್ಧಿಗೆ ಶ್ರಮಿಸುವುದಾಗಿ ತಿಳಿಸಿದರು. ಈ ಸಂದರ್ಭದಲ್ಲಿ ಸಂಘದ ನಿರ್ದೇಶಕರು, ಗ್ರಾಮದ ಮುಖಂಡರು, ಸದಸ್ಯರು ಹಾಜರಿದ್ದು ನೂತನ ಪದಾಧಿಕಾರಿಗಳನ್ನು ಅಭಿನಂದಿಸಿದರು. ಸಂಘದ ಕಾರ್ಯದರ್ಶಿ ವಂದಿಸಿದರು. bbox=[798, 756, 934, 833]
body-basava-3: ಕಾರ್ಯಕ್ರಮದಲ್ಲಿ ಮುಖಂಡರು, ಗ್ರಾಮಸ್ಥರು, ಪದಾಧಿಕಾರಿಗಳು ಉಪಸ್ಥಿತರಿದ್ದರು. ಗೌರವ ಸನ್ಮಾನ ನಡೆಸಲಾಯಿತು. bbox=[360, 552, 496, 569]
